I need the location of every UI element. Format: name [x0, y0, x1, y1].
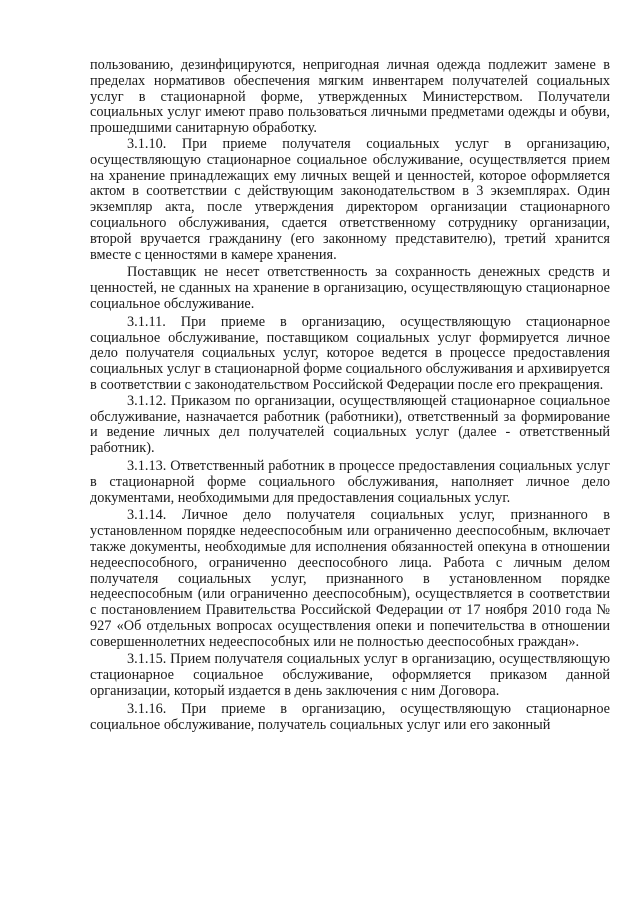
document-page — [90, 58, 610, 733]
paragraph-3-1-13: 3.1.13. Ответственный работник в процессе предоставления социальных услуг в стационарной форме социального обслуживания, наполняет личное дело документами, необходимыми для предоставления социальных услуг. — [90, 457, 610, 506]
paragraph-3-1-16: 3.1.16. При приеме в организацию, осуществляющую стационарное социальное обслуживание, получатель социальных услуг или его законный — [90, 700, 610, 733]
paragraph-continuation: пользованию, дезинфицируются, непригодная личная одежда подлежит замене в пределах нормативов обеспечения мягким инвентарем получателей социальных услуг в стационарной форме, утвержденных Министерством. Получатели социальных услуг имеют право пользоваться личными предметами одежды и обуви, прошедшими санитарную обработку. — [90, 57, 610, 137]
paragraph-3-1-10: 3.1.10. При приеме получателя социальных услуг в организацию, осуществляющую стационарное социальное обслуживание, осуществляется прием на хранение принадлежащих ему личных вещей и ценностей, которое оформляется актом в соответствии с действующим законодательством в 3 экземплярах. Один экземпляр акта, после утверждения директором организации стационарного социального обслуживания, сдается ответственному сотруднику организации, второй вручается гражданину (его законному представителю), третий хранится вместе с ценностями в камере хранения. — [90, 135, 610, 263]
paragraph-supplier-liability: Поставщик не несет ответственность за сохранность денежных средств и ценностей, не сданных на хранение в организацию, осуществляющую стационарное социальное обслуживание. — [90, 264, 610, 312]
paragraph-3-1-12: 3.1.12. Приказом по организации, осуществляющей стационарное социальное обслуживание, назначается работник (работники), ответственный за формирование и ведение личных дел получателей социальных услуг (далее - ответственный работник). — [90, 392, 610, 457]
paragraph-3-1-15: 3.1.15. Прием получателя социальных услуг в организацию, осуществляющую стационарное социальное обслуживание, оформляется приказом данной организации, который издается в день заключения с ним Договора. — [90, 651, 610, 700]
paragraph-3-1-14: 3.1.14. Личное дело получателя социальных услуг, признанного в установленном порядке недееспособным или ограниченно дееспособным, включает также документы, необходимые для исполнения обязанностей опекуна в отношении недееспособного, ограниченно дееспособного лица. Работа с личным делом получателя социальных услуг, признанного в установленном порядке недееспособным (или ограниченно дееспособным), осуществляется в соответствии с постановлением Правительства Российской Федерации от 17 ноября 2010 года № 927 «Об отдельных вопросах осуществления опеки и попечительства в отношении совершеннолетних недееспособных или не полностью дееспособных граждан». — [90, 507, 610, 650]
paragraph-3-1-11: 3.1.11. При приеме в организацию, осуществляющую стационарное социальное обслуживание, поставщиком социальных услуг формируется личное дело получателя социальных услуг, которое ведется в процессе предоставления социальных услуг в стационарной форме социального обслуживания и архивируется в соответствии с законодательством Российской Федерации после его прекращения. — [90, 313, 610, 393]
